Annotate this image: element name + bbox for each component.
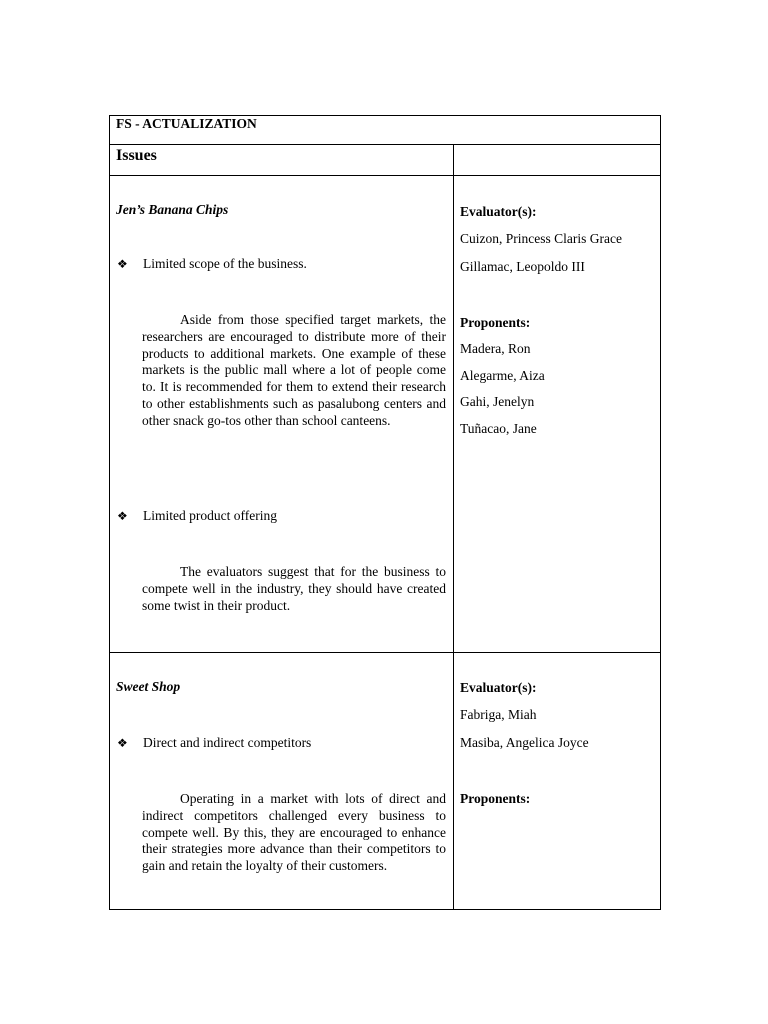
evaluator-name: Fabriga, Miah [460, 707, 537, 722]
proponent-name: Gahi, Jenelyn [460, 394, 535, 409]
table-divider-section [109, 652, 661, 653]
issue-body: The evaluators suggest that for the business to compete well in the industry, they should have created some twist in their product. [142, 564, 446, 613]
issue-heading: Limited product offering [143, 508, 277, 523]
evaluators-label: Evaluator(s): [460, 680, 537, 695]
table-border-left [109, 115, 110, 910]
evaluator-name: Cuizon, Princess Claris Grace [460, 231, 622, 246]
evaluator-name: Gillamac, Leopoldo III [460, 259, 585, 274]
evaluator-name: Masiba, Angelica Joyce [460, 735, 589, 750]
table-border-right [660, 115, 661, 910]
proponent-name: Tuñacao, Jane [460, 421, 537, 436]
proponent-name: Madera, Ron [460, 341, 531, 356]
proponent-name: Alegarme, Aiza [460, 368, 545, 383]
business-title-jens-banana-chips: Jen’s Banana Chips [116, 202, 229, 217]
table-divider-issues [109, 175, 661, 176]
table-divider-header [109, 144, 661, 145]
issue-body: Operating in a market with lots of direct and indirect competitors challenged every business to compete well. By this, they are encouraged to enhance their strategies more advance than their competitors to gain and retain the loyalty of their customers. [142, 791, 446, 874]
proponents-label: Proponents: [460, 315, 531, 330]
issue-body: Aside from those specified target markets, the researchers are encouraged to distribute more of their products to additional markets. One example of these markets is the public mall where a lot of people come to. It is recommended for them to extend their research to other establishments such as pasalubong centers and other snack go-tos other than school canteens. [142, 312, 446, 428]
table-column-divider [453, 144, 454, 910]
issues-heading: Issues [116, 147, 157, 164]
business-title-sweet-shop: Sweet Shop [116, 679, 181, 694]
diamond-bullet-icon: ❖ [117, 509, 128, 523]
diamond-bullet-icon: ❖ [117, 736, 128, 750]
diamond-bullet-icon: ❖ [117, 257, 128, 271]
proponents-label: Proponents: [460, 791, 531, 806]
issue-heading: Limited scope of the business. [143, 256, 307, 271]
evaluators-label: Evaluator(s): [460, 204, 537, 219]
table-border-bottom [109, 909, 661, 910]
document-title: FS - ACTUALIZATION [116, 116, 257, 131]
issue-heading: Direct and indirect competitors [143, 735, 312, 750]
